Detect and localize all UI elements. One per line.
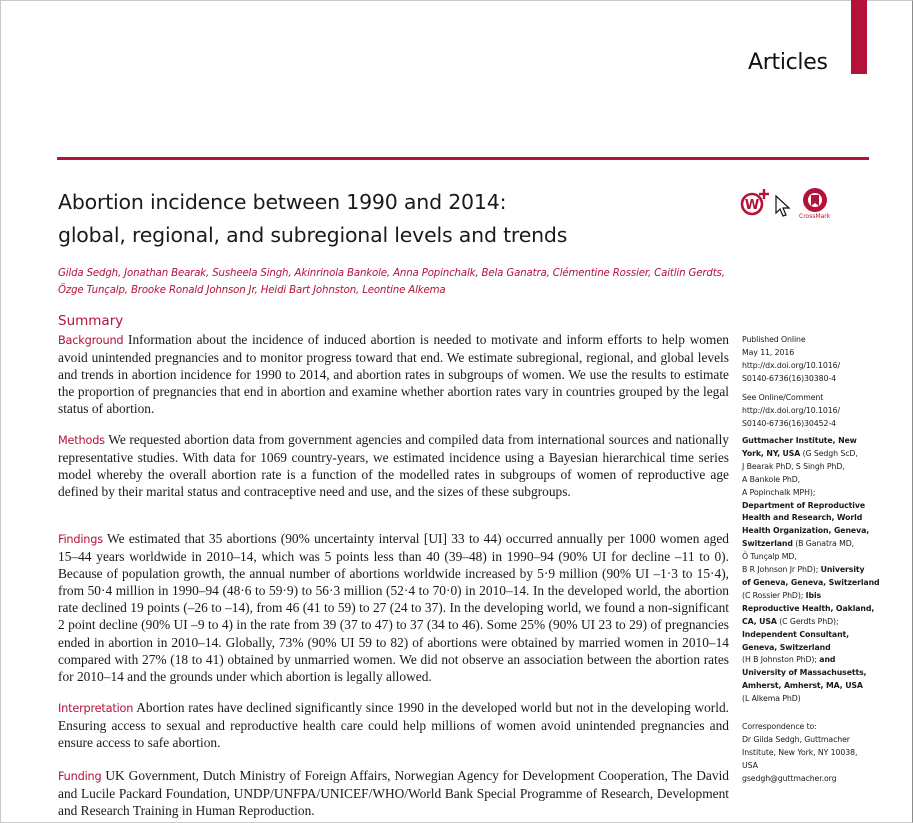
findings-text: We estimated that 35 abortions (90% uncertainty interval [UI] 33 to 44) occurred annually per 1000 women aged 15–44 years worldwide in 2010–14, which was 5 points less than 40 (39–48) in 1990–94 (90% UI for decline –11 to 0). Because of population growth, the annual number of abortions worldwide increased by 5·9 million (90% UI –1·3 to 15·4), from 50·4 million in 1990–94 (48·6 to 59·9) to 56·3 million (52·4 to 70·0) in 2010–14. In the developed world, the abortion rate declined 19 points (–26 to –14), from 46 (41 to 59) to 27 (24 to 37). In the developing world, we found a non-significant 2 point decline (90% UI –9 to 4) in the rate from 39 (37 to 47) to 37 (34 to 46). Some 25% (90% UI 23 to 29) of pregnancies ended in abortion in 2010–14. Globally, 73% (90% UI 59 to 82) of abortions were obtained by married women in 2010–14 compared with 27% (18 to 41) obtained by unmarried women. We did not observe an association between the abortion rates for 2010–14 and the grounds under which abortion is legally allowed. (58, 531, 729, 684)
affiliation-line (742, 525, 877, 538)
open-access-icon[interactable] (740, 187, 770, 217)
affiliation-institution: CA, USA (742, 616, 777, 626)
title-line-2: global, regional, and subregional levels and trends (58, 223, 568, 247)
affiliation-authors: A Popinchalk MPH); (742, 487, 816, 497)
affiliation-institution: Amherst, Amherst, MA, USA (742, 681, 863, 691)
abstract-funding (58, 767, 729, 819)
affiliation-line (742, 654, 877, 667)
doi-link[interactable]: S0140-6736(16)30380-4 (742, 373, 836, 383)
article-title (58, 186, 698, 252)
svg-text:W: W (744, 198, 760, 213)
doi-link[interactable]: http://dx.doi.org/10.1016/ (742, 360, 840, 370)
affiliation-institution: Health Organization, Geneva, (742, 526, 870, 536)
abstract-background (58, 331, 729, 417)
methods-text: We requested abortion data from government agencies and compiled data from international sources and nationally representative studies. With data for 1069 country-years, we estimated incidence using a Bayesian hierarchical time series model whereby the overall abortion rate is a function of the modelled rates in subgroups of women of reproductive age defined by their marital status and contraceptive need and use, and the sizes of these subgroups. (58, 432, 730, 500)
correspondence-line: Correspondence to: (742, 722, 817, 731)
affiliation-line (742, 642, 877, 655)
affiliation-line (742, 564, 877, 577)
header-rule (57, 157, 869, 160)
interpretation-text: Abortion rates have declined significantly since 1990 in the developed world but not in the developing world. Ensuring access to sexual and reproductive health care could help millions of women avoid unintended pregnancies and ensure access to safe abortion. (58, 700, 730, 751)
background-label: Background (58, 334, 124, 347)
title-line-1: Abortion incidence between 1990 and 2014: (58, 190, 507, 214)
affiliation-institution: Independent Consultant, (742, 629, 850, 639)
affiliation-line (742, 603, 877, 616)
affiliation-line (742, 435, 877, 448)
methods-label: Methods (58, 434, 105, 447)
correspondence-line: Institute, New York, NY 10038, (742, 747, 858, 757)
affiliation-institution: Reproductive Health, Oakland, (742, 603, 875, 613)
affiliation-institution: Guttmacher Institute, New (742, 436, 857, 445)
affiliation-authors: (B Ganatra MD, (792, 539, 854, 549)
comment-doi-link[interactable]: http://dx.doi.org/10.1016/ (742, 405, 840, 415)
affiliation-institution: of Geneva, Geneva, Switzerland (742, 577, 880, 587)
correspondence-line: USA (742, 760, 758, 770)
sidebar-see-also (742, 392, 877, 431)
affiliation-institution: University of Massachusetts, (742, 668, 867, 678)
correspondence-line: Dr Gilda Sedgh, Guttmacher (742, 734, 850, 744)
sidebar-published (742, 334, 877, 386)
sidebar-correspondence (742, 721, 877, 786)
sidebar-affiliations (742, 435, 880, 706)
affiliation-authors: (L Alkema PhD) (742, 694, 801, 704)
authors-line-2: Özge Tunçalp, Brooke Ronald Johnson Jr, Heidi Bart Johnston, Leontine Alkema (58, 285, 446, 296)
cursor-arrow-icon (774, 195, 792, 217)
affiliation-institution: and (819, 655, 836, 665)
affiliation-institution: Geneva, Switzerland (742, 642, 831, 652)
crossmark-label: CrossMark (799, 213, 831, 220)
funding-label: Funding (58, 770, 102, 783)
interpretation-label: Interpretation (58, 702, 134, 715)
affiliation-authors: (H B Johnston PhD); (742, 655, 820, 665)
affiliation-line (742, 667, 877, 680)
affiliation-line (742, 680, 877, 693)
journal-color-tab (851, 0, 867, 74)
background-text: Information about the incidence of induced abortion is needed to motivate and inform efforts to help women avoid unintended pregnancies and to monitor progress toward that end. We estimate subregional, regional, and global levels and trends in abortion incidence for 1990 to 2014, and abortion rates in subgroups of women. We use the results to estimate the proportion of pregnancies that end in abortion and examine whether abortion rates vary in countries grouped by the legal status of abortion. (58, 332, 729, 417)
affiliation-institution: Switzerland (742, 539, 793, 549)
affiliation-authors: A Bankole PhD, (742, 474, 801, 484)
affiliation-institution: University (820, 565, 865, 575)
abstract-findings (58, 530, 729, 685)
findings-label: Findings (58, 533, 103, 546)
affiliation-institution: Department of Reproductive (742, 500, 866, 510)
affiliation-authors: J Bearak PhD, S Singh PhD, (742, 461, 845, 471)
affiliation-line (742, 629, 877, 642)
summary-heading: Summary (58, 313, 124, 329)
affiliation-authors: (G Sedgh ScD, (800, 448, 858, 458)
affiliation-line (742, 487, 877, 500)
affiliation-authors: Ö Tunçalp MD, (742, 552, 797, 562)
comment-doi-link[interactable]: S0140-6736(16)30452-4 (742, 418, 836, 428)
affiliation-institution: York, NY, USA (742, 448, 801, 458)
affiliation-institution: Health and Research, World (742, 513, 863, 523)
affiliation-authors: (C Gerdts PhD); (776, 616, 839, 626)
affiliation-institution: Ibis (805, 590, 822, 600)
affiliation-line (742, 512, 877, 525)
affiliation-line (742, 474, 877, 487)
email-link[interactable]: gsedgh@guttmacher.org (742, 773, 837, 783)
affiliation-authors: B R Johnson Jr PhD); (742, 565, 821, 575)
abstract-methods (58, 431, 729, 500)
affiliation-line (742, 448, 877, 461)
affiliation-line (742, 590, 877, 603)
article-badges (740, 187, 832, 219)
funding-text: UK Government, Dutch Ministry of Foreign Affairs, Norwegian Agency for Development Cooperation, The David and Lucile Packard Foundation, UNDP/UNFPA/UNICEF/WHO/World Bank Special Programme of Research, Development and Research Training in Human Reproduction. (58, 768, 729, 819)
see-also-line: See Online/Comment (742, 393, 824, 402)
affiliation-line (742, 577, 880, 590)
section-label: Articles (748, 50, 828, 75)
published-line: May 11, 2016 (742, 347, 795, 357)
abstract-interpretation (58, 699, 729, 751)
authors-line-1: Gilda Sedgh, Jonathan Bearak, Susheela Singh, Akinrinola Bankole, Anna Popinchalk, Bela Ganatra, Clémentine Rossier, Caitlin Gerdts, (58, 268, 725, 279)
author-list (58, 265, 725, 299)
affiliation-line (742, 500, 877, 513)
affiliation-line (742, 616, 877, 629)
affiliation-line (742, 461, 877, 474)
affiliation-line (742, 551, 877, 564)
affiliation-line (742, 693, 877, 706)
published-line: Published Online (742, 335, 806, 344)
affiliation-line (742, 538, 877, 551)
affiliation-authors: (C Rossier PhD); (742, 590, 806, 600)
crossmark-icon[interactable] (800, 187, 830, 215)
